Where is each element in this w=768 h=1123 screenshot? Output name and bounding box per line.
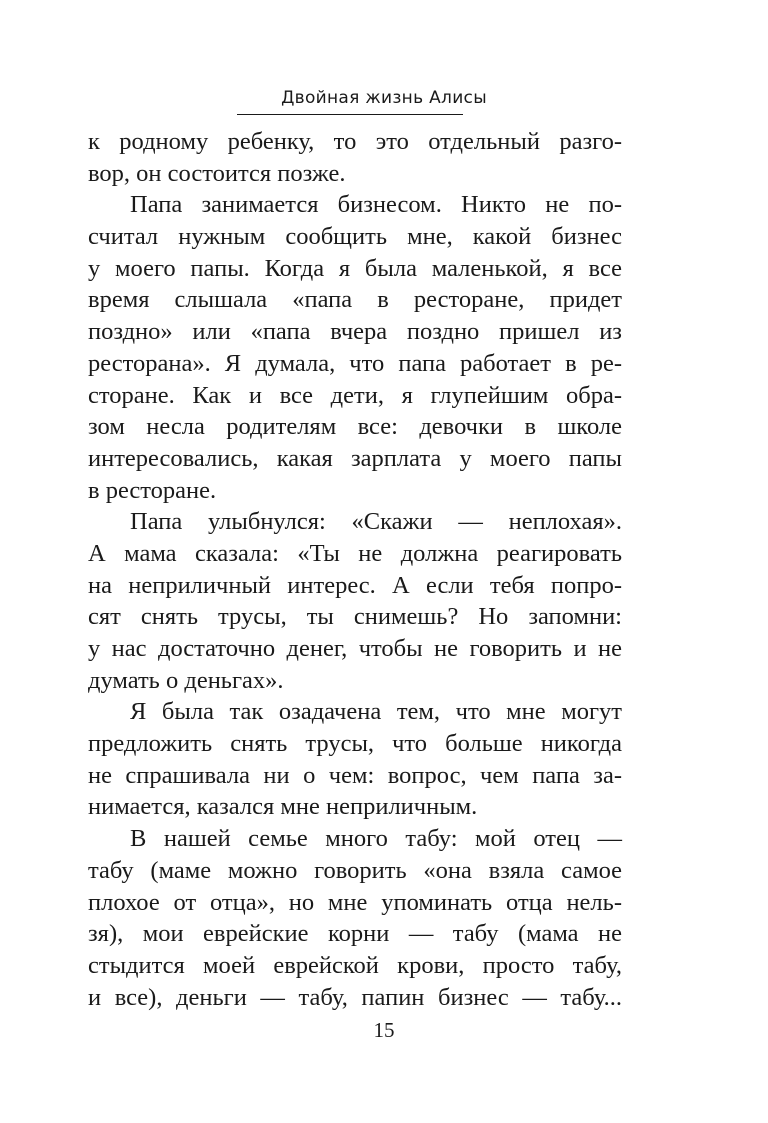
body-text [88,126,622,1013]
text-line: сторане. Как и все дети, я глупейшим обра- [88,381,622,409]
text-line: думать о деньгах». [88,666,284,694]
text-line: интересовались, какая зарплата у моего папы [88,444,622,472]
text-line: в ресторане. [88,476,217,504]
text-line: Я была так озадачена тем, что мне могут [130,698,622,726]
text-line: Папа улыбнулся: «Скажи — неплохая». [130,508,622,536]
text-line: считал нужным сообщить мне, какой бизнес [88,223,622,251]
text-line: поздно» или «папа вчера поздно пришел из [88,318,622,346]
text-line: ресторана». Я думала, что папа работает в ре- [88,349,622,377]
text-line: плохое от отца», но мне упоминать отца нель- [88,888,622,916]
text-line: В нашей семье много табу: мой отец — [130,825,622,853]
text-line: время слышала «папа в ресторане, придет [88,286,622,314]
running-head-rule [237,114,463,115]
text-line: и все), деньги — табу, папин бизнес — табу... [88,983,622,1011]
text-line: на неприличный интерес. А если тебя попро- [88,571,622,599]
text-line: А мама сказала: «Ты не должна реагировать [88,539,622,567]
text-line: у нас достаточно денег, чтобы не говорить и не [88,635,622,662]
text-line: не спрашивала ни о чем: вопрос, чем папа за- [88,761,622,789]
text-line: табу (маме можно говорить «она взяла самое [88,856,622,884]
text-line: у моего папы. Когда я была маленькой, я все [88,254,622,282]
text-line: к родному ребенку, то это отдельный разго- [88,128,622,155]
page-number: 15 [373,1018,395,1042]
text-line: нимается, казался мне неприличным. [88,793,478,821]
text-line: стыдится моей еврейской крови, просто табу, [88,951,622,979]
text-line: зом несла родителям все: девочки в школе [88,413,622,441]
text-line: предложить снять трусы, что больше никогда [88,730,622,758]
text-line: вор, он состоится позже. [88,159,346,187]
text-line: Папа занимается бизнесом. Никто не по- [130,191,622,219]
text-line: сят снять трусы, ты снимешь? Но запомни: [88,603,622,631]
text-line: зя), мои еврейские корни — табу (мама не [88,920,622,948]
running-head: Двойная жизнь Алисы [281,88,487,108]
